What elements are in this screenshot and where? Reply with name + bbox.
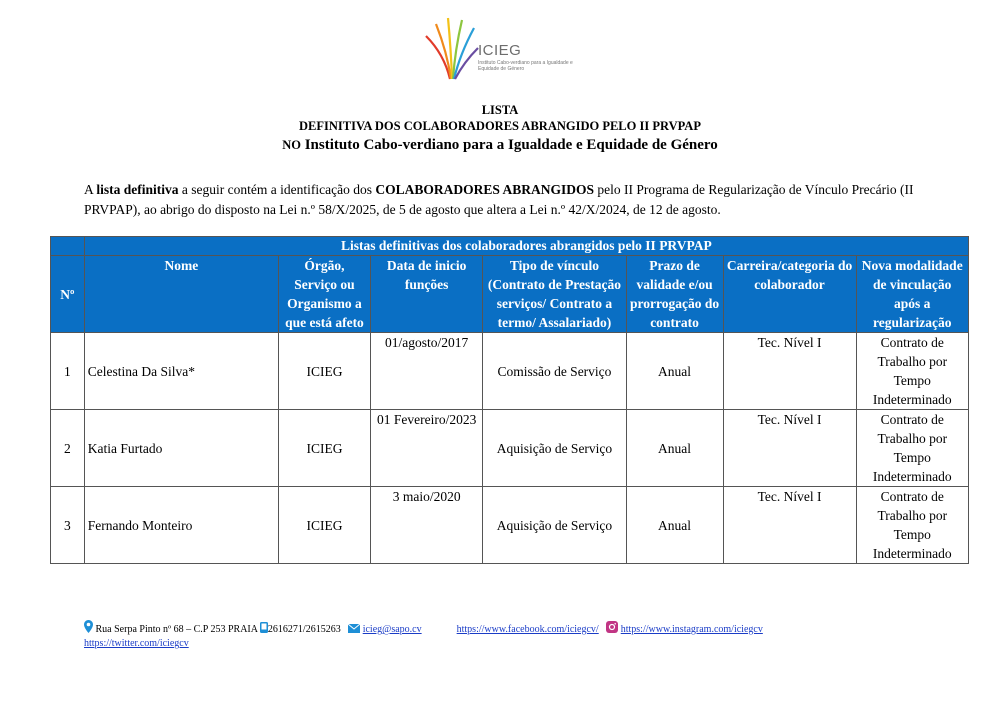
intro-text-2: a seguir contém a identificação dos	[178, 182, 376, 197]
cell-start: 01 Fevereiro/2023	[370, 410, 482, 487]
cell-name: Fernando Monteiro	[84, 487, 278, 564]
intro-text-1: A	[84, 182, 97, 197]
header-term: Prazo de validade e/ou prorrogação do contrato	[626, 256, 723, 333]
table-row	[51, 333, 969, 410]
document-title	[0, 102, 1000, 156]
cell-type: Comissão de Serviço	[483, 333, 626, 410]
intro-bold-1: lista definitiva	[96, 182, 179, 197]
header-start: Data de inicio funções	[370, 256, 482, 333]
cell-career: Tec. Nível I	[723, 487, 856, 564]
cell-career: Tec. Nível I	[723, 333, 856, 410]
cell-org: ICIEG	[278, 487, 370, 564]
footer-facebook-link[interactable]: https://www.facebook.com/iciegcv/	[456, 624, 599, 635]
location-pin-icon	[84, 620, 93, 637]
header-num: Nº	[51, 256, 85, 333]
cell-name: Celestina Da Silva*	[84, 333, 278, 410]
icieg-logo	[420, 14, 573, 84]
cell-term: Anual	[626, 410, 723, 487]
caption-spacer	[51, 237, 85, 256]
footer-twitter-link[interactable]: https://twitter.com/iciegcv	[84, 638, 189, 649]
title-line-2: DEFINITIVA DOS COLABORADORES ABRANGIDO PELO II PRVPAP	[299, 119, 701, 133]
logo-emblem-icon	[420, 14, 480, 84]
intro-bold-2: COLABORADORES ABRANGIDOS	[375, 182, 595, 197]
cell-num: 3	[51, 487, 85, 564]
cell-num: 2	[51, 410, 85, 487]
cell-org: ICIEG	[278, 410, 370, 487]
instagram-icon	[606, 621, 618, 637]
phone-icon	[260, 622, 268, 637]
cell-start: 3 maio/2020	[370, 487, 482, 564]
logo-tagline: Instituto Cabo-verdiano para a Igualdade e Equidade de Género	[478, 60, 573, 72]
header-org: Órgão, Serviço ou Organismo a que está afeto	[278, 256, 370, 333]
cell-term: Anual	[626, 333, 723, 410]
table-caption: Listas definitivas dos colaboradores abrangidos pelo II PRVPAP	[84, 237, 968, 256]
cell-org: ICIEG	[278, 333, 370, 410]
cell-name: Katia Furtado	[84, 410, 278, 487]
header-name: Nome	[84, 256, 278, 333]
table-row	[51, 410, 969, 487]
cell-new: Contrato de Trabalho por Tempo Indeterminado	[856, 487, 969, 564]
logo-brand: ICIEG	[478, 42, 522, 59]
cell-new: Contrato de Trabalho por Tempo Indeterminado	[856, 333, 969, 410]
title-line-1: LISTA	[481, 103, 519, 117]
footer-address: Rua Serpa Pinto nº 68 – C.P 253 PRAIA	[95, 624, 258, 635]
footer-email-link[interactable]: icieg@sapo.cv	[362, 624, 422, 635]
title-line-3	[0, 134, 1000, 156]
cell-num: 1	[51, 333, 85, 410]
footer-instagram-link[interactable]: https://www.instagram.com/iciegcv	[620, 624, 763, 635]
footer-phone: 2616271/2615263	[267, 624, 341, 635]
cell-start: 01/agosto/2017	[370, 333, 482, 410]
table-header-row	[51, 256, 969, 333]
title-line-3-prefix: NO	[282, 138, 301, 152]
page-footer	[84, 620, 984, 650]
cell-new: Contrato de Trabalho por Tempo Indeterminado	[856, 410, 969, 487]
table-row	[51, 487, 969, 564]
cell-term: Anual	[626, 487, 723, 564]
email-icon	[348, 624, 360, 637]
table-caption-row	[51, 237, 969, 256]
header-new: Nova modalidade de vinculação após a regularização	[856, 256, 969, 333]
header-career: Carreira/categoria do colaborador	[723, 256, 856, 333]
cell-type: Aquisição de Serviço	[483, 487, 626, 564]
title-line-3-main: Instituto Cabo-verdiano para a Igualdade e Equidade de Género	[304, 137, 718, 153]
intro-paragraph	[84, 180, 964, 220]
cell-career: Tec. Nível I	[723, 410, 856, 487]
header-type: Tipo de vínculo (Contrato de Prestação serviços/ Contrato a termo/ Assalariado)	[483, 256, 626, 333]
cell-type: Aquisição de Serviço	[483, 410, 626, 487]
intro-text-3: pelo II Programa de Regularização de Vínculo Precário (II PRVPAP), ao abrigo do disposto na Lei n.º 58/X/2025, de 5 de agosto que altera a Lei n.º 42/X/2024, de 12 de agosto.	[84, 182, 914, 217]
collaborators-table	[50, 236, 969, 564]
